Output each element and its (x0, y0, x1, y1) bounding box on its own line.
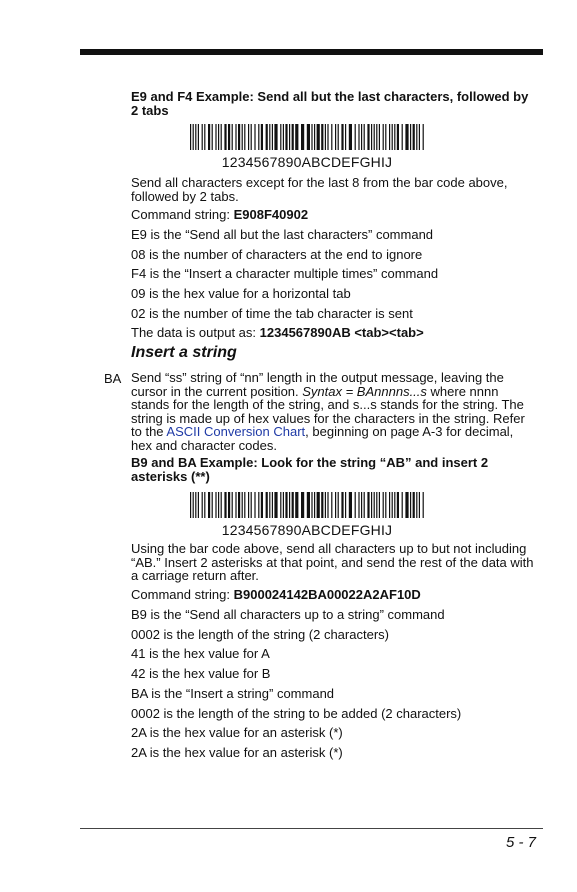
barcode-bar (345, 492, 346, 518)
barcode-bar (301, 492, 304, 518)
barcode-bar (224, 124, 226, 150)
example1-description: Send all characters except for the last 8 from the bar code above, followed by 2 tabs. (131, 175, 508, 204)
barcode-bar (385, 492, 386, 518)
barcode-bar (218, 492, 219, 518)
barcode-bar (374, 124, 375, 150)
barcode-bar (289, 492, 290, 518)
example2-command (131, 587, 421, 602)
barcode-bar (321, 124, 323, 150)
barcode-bar (416, 124, 417, 150)
barcode-bar (215, 124, 216, 150)
barcode-bar (349, 124, 352, 150)
barcode-bar (285, 124, 287, 150)
example1-line: 02 is the number of time the tab character is sent (131, 306, 413, 321)
barcode-bar (248, 124, 249, 150)
barcode-bars-2 (190, 492, 424, 518)
example1-output (131, 325, 424, 340)
barcode-bar (195, 124, 196, 150)
barcode-bar (292, 492, 294, 518)
barcode-bar (311, 492, 312, 518)
example1-line: E9 is the “Send all but the last characters” command (131, 227, 434, 242)
barcode-bar (235, 124, 236, 150)
barcode-bar (379, 124, 380, 150)
barcode-bar (405, 492, 408, 518)
footer-rule (80, 828, 543, 829)
barcode-bar (379, 492, 380, 518)
barcode-bar (331, 124, 332, 150)
barcode-bar (228, 124, 230, 150)
barcode-bar (272, 124, 273, 150)
barcode-bar (410, 124, 411, 150)
barcode-bar (402, 492, 403, 518)
example1-line: 09 is the hex value for a horizontal tab (131, 286, 351, 301)
barcode-bar (341, 492, 343, 518)
barcode-bar (419, 492, 420, 518)
barcode-bar (190, 124, 191, 150)
barcode-1 (190, 124, 424, 170)
barcode-bar (204, 124, 205, 150)
barcode-bar (269, 492, 270, 518)
barcode-bar (327, 124, 328, 150)
barcode-bar (358, 124, 359, 150)
barcode-bar (394, 492, 395, 518)
barcode-bar (364, 124, 365, 150)
barcode-bar (423, 124, 424, 150)
barcode-bar (301, 124, 304, 150)
barcode-bar (371, 492, 372, 518)
barcode-bar (254, 492, 255, 518)
barcode-bar (392, 492, 393, 518)
barcode-bar (218, 124, 219, 150)
barcode-bar (238, 492, 240, 518)
barcode-bar (244, 492, 245, 518)
barcode-bar (190, 492, 191, 518)
barcode-bar (367, 124, 369, 150)
barcode-bar (193, 492, 194, 518)
barcode-bar (244, 124, 245, 150)
barcode-bar (258, 492, 259, 518)
barcode-bar (208, 124, 210, 150)
para-syntax: Syntax = BAnnnns...s (302, 383, 427, 399)
barcode-bar (261, 124, 263, 150)
barcode-bar (266, 492, 268, 518)
barcode-bar (212, 492, 213, 518)
barcode-bar (202, 492, 203, 518)
barcode-bar (358, 492, 359, 518)
page-number: 5 - 7 (506, 834, 537, 851)
command-label: Command string: (131, 587, 230, 602)
barcode-bar (317, 124, 320, 150)
barcode-bar (335, 492, 336, 518)
barcode-bar (325, 492, 326, 518)
barcode-bar (314, 124, 315, 150)
barcode-bar (361, 492, 362, 518)
example2-line: 0002 is the length of the string to be added (2 characters) (131, 706, 462, 721)
barcode-bar (331, 492, 332, 518)
barcode-bar (345, 124, 346, 150)
barcode-bar (224, 492, 226, 518)
barcode-bar (397, 124, 399, 150)
barcode-bar (283, 124, 284, 150)
barcode-bar (232, 124, 233, 150)
barcode-bar (321, 492, 323, 518)
section-paragraph (131, 371, 536, 452)
example2-title: B9 and BA Example: Look for the string “AB” and insert 2 asterisks (**) (131, 455, 489, 484)
barcode-bar (394, 124, 395, 150)
command-value: B900024142BA00022A2AF10D (233, 587, 421, 602)
barcode-bar (416, 492, 417, 518)
barcode-bar (266, 124, 268, 150)
barcode-text-2: 1234567890ABCDEFGHIJ (221, 522, 393, 538)
barcode-bar (251, 492, 252, 518)
command-value: E908F40902 (233, 207, 309, 222)
barcode-bar (295, 492, 298, 518)
barcode-bar (397, 492, 399, 518)
barcode-bar (355, 492, 356, 518)
barcode-bar (325, 124, 326, 150)
barcode-bar (385, 124, 386, 150)
barcode-bar (242, 492, 243, 518)
example2-line: 2A is the hex value for an asterisk (*) (131, 745, 343, 760)
para-part2: where nnnn stands for the length of the string, and s...s stands for the string. The string is made up of hex values for the characters in the string. Refer to the (131, 383, 525, 439)
example1-line: 08 is the number of characters at the end to ignore (131, 247, 423, 262)
barcode-bar (338, 492, 339, 518)
barcode-bars-1 (190, 124, 424, 150)
barcode-bar (215, 492, 216, 518)
barcode-bar (242, 124, 243, 150)
barcode-bar (307, 124, 310, 150)
barcode-bar (402, 124, 403, 150)
barcode-bar (198, 124, 199, 150)
example2-line: 42 is the hex value for B (131, 666, 271, 681)
barcode-bar (283, 492, 284, 518)
example2-line: B9 is the “Send all characters up to a string” command (131, 607, 445, 622)
barcode-bar (361, 124, 362, 150)
barcode-bar (413, 124, 415, 150)
barcode-bar (371, 124, 372, 150)
barcode-bar (311, 124, 312, 150)
example2-line: 0002 is the length of the string (2 characters) (131, 627, 389, 642)
example2-line: BA is the “Insert a string” command (131, 686, 335, 701)
barcode-bar (195, 492, 196, 518)
barcode-bar (274, 492, 277, 518)
barcode-bar (204, 492, 205, 518)
barcode-bar (410, 492, 411, 518)
barcode-bar (383, 124, 384, 150)
barcode-bar (274, 124, 277, 150)
barcode-bar (254, 124, 255, 150)
barcode-bar (258, 124, 259, 150)
barcode-bar (221, 492, 222, 518)
barcode-bar (289, 124, 290, 150)
barcode-bar (285, 492, 287, 518)
barcode-bar (232, 492, 233, 518)
example1-line: F4 is the “Insert a character multiple times” command (131, 266, 439, 281)
barcode-bar (423, 492, 424, 518)
barcode-bar (327, 492, 328, 518)
command-label: Command string: (131, 207, 230, 222)
barcode-bar (193, 124, 194, 150)
barcode-bar (280, 124, 281, 150)
barcode-bar (221, 124, 222, 150)
barcode-bar (383, 492, 384, 518)
barcode-bar (376, 124, 377, 150)
barcode-bar (280, 492, 281, 518)
example1-title: E9 and F4 Example: Send all but the last characters, followed by 2 tabs (131, 89, 529, 118)
barcode-bar (317, 492, 320, 518)
barcode-bar (307, 492, 310, 518)
barcode-bar (238, 124, 240, 150)
barcode-bar (405, 124, 408, 150)
barcode-bar (413, 492, 415, 518)
header-rule (80, 49, 543, 55)
barcode-bar (389, 492, 390, 518)
barcode-bar (314, 492, 315, 518)
barcode-bar (335, 124, 336, 150)
barcode-bar (212, 124, 213, 150)
barcode-bar (392, 124, 393, 150)
output-value: 1234567890AB <tab><tab> (259, 325, 424, 340)
barcode-2 (190, 492, 424, 538)
barcode-bar (208, 492, 210, 518)
ascii-chart-link[interactable]: ASCII Conversion Chart (166, 424, 306, 439)
barcode-bar (261, 492, 263, 518)
barcode-bar (338, 124, 339, 150)
para-part1: Send “ss” string of “nn” length in the output message, leaving the cursor in the current position. (131, 370, 504, 399)
barcode-bar (269, 124, 270, 150)
barcode-bar (248, 492, 249, 518)
barcode-bar (355, 124, 356, 150)
barcode-bar (295, 124, 298, 150)
barcode-bar (374, 492, 375, 518)
command-marker: BA (104, 371, 122, 386)
barcode-bar (202, 124, 203, 150)
barcode-bar (292, 124, 294, 150)
barcode-bar (389, 124, 390, 150)
barcode-bar (367, 492, 369, 518)
barcode-bar (198, 492, 199, 518)
barcode-bar (419, 124, 420, 150)
example2-line: 2A is the hex value for an asterisk (*) (131, 725, 343, 740)
barcode-bar (349, 492, 352, 518)
barcode-bar (376, 492, 377, 518)
barcode-bar (251, 124, 252, 150)
example2-line: 41 is the hex value for A (131, 646, 270, 661)
section-heading: Insert a string (131, 344, 237, 361)
barcode-bar (228, 492, 230, 518)
example1-command (131, 207, 308, 222)
para-part3: , beginning on page A-3 for decimal, hex and character codes. (131, 424, 514, 453)
barcode-bar (341, 124, 343, 150)
output-label: The data is output as: (131, 325, 257, 340)
barcode-bar (272, 492, 273, 518)
barcode-bar (364, 492, 365, 518)
barcode-bar (235, 492, 236, 518)
example2-description: Using the bar code above, send all characters up to but not including “AB.” Insert 2 asterisks at that point, and send the rest of the data with a carriage return after. (131, 541, 534, 583)
barcode-text-1: 1234567890ABCDEFGHIJ (221, 154, 393, 170)
